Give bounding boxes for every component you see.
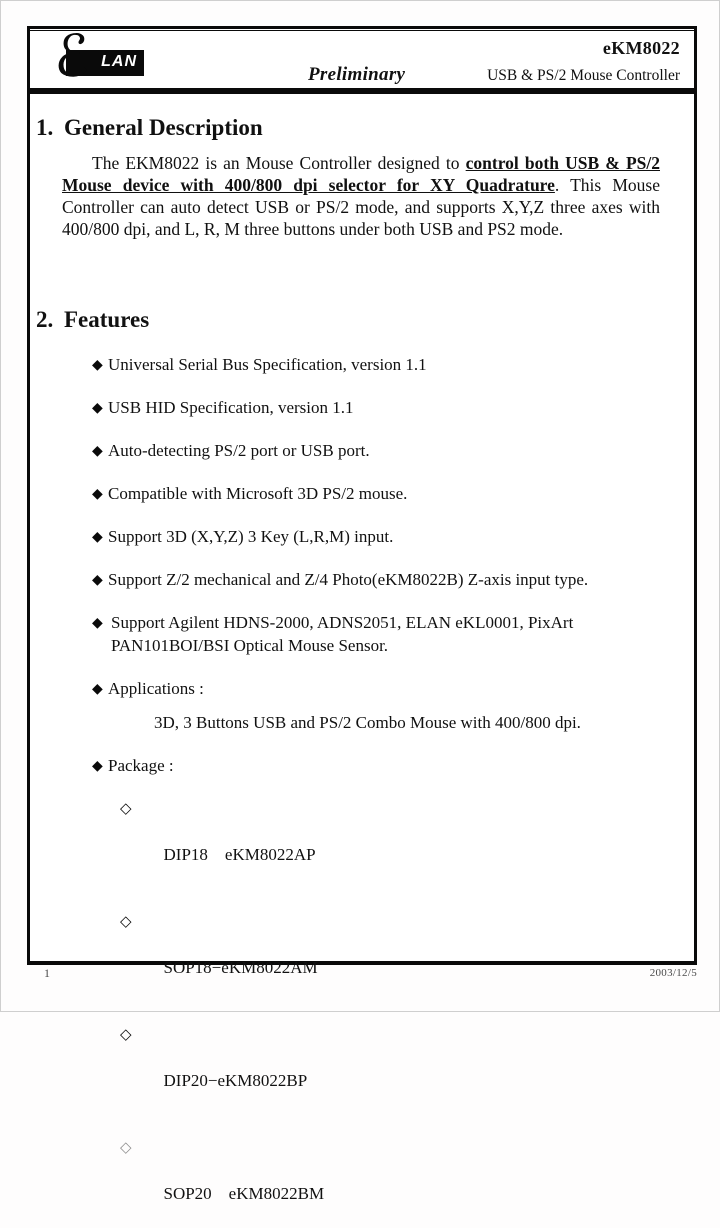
package-item	[120, 1023, 694, 1115]
feature-item	[92, 439, 668, 462]
page-header	[30, 22, 694, 90]
general-description-paragraph	[62, 152, 660, 240]
diamond-bullet-icon: ◆	[92, 681, 103, 697]
paragraph-rest: . This Mouse Controller can auto detect USB or PS/2 mode, and supports X,Y,Z three axes with 400/800 dpi, and L, R, M three buttons under both USB and PS2 mode.	[62, 175, 660, 239]
feature-item-applications	[92, 677, 668, 734]
package-item	[120, 797, 694, 889]
status-label: Preliminary	[308, 64, 406, 85]
diamond-bullet-icon: ◆	[92, 486, 103, 502]
package-text: DIP20−eKM8022BP	[163, 1071, 308, 1090]
feature-item	[92, 353, 668, 376]
feature-text: Universal Serial Bus Specification, version 1.1	[108, 355, 427, 374]
paragraph-lead: The EKM8022 is an Mouse Controller designed to	[92, 153, 466, 173]
feature-item	[92, 568, 668, 591]
feature-text: USB HID Specification, version 1.1	[108, 398, 354, 417]
package-text: SOP20 eKM8022BM	[163, 1184, 325, 1203]
open-diamond-bullet-icon: ◇	[120, 1025, 132, 1043]
elan-logo-text: LAN	[101, 53, 137, 70]
applications-label: Applications :	[108, 679, 204, 698]
feature-text: Compatible with Microsoft 3D PS/2 mouse.	[108, 484, 408, 503]
section-heading-features	[36, 306, 694, 334]
section-title: Features	[64, 307, 150, 332]
feature-item	[92, 396, 668, 419]
diamond-bullet-icon: ◆	[92, 443, 103, 459]
section-number: 1.	[36, 115, 54, 140]
package-text: SOP18−eKM8022AM	[163, 958, 318, 977]
elan-logo	[44, 22, 164, 91]
feature-item	[92, 611, 589, 657]
footer-page-number: 1	[44, 966, 50, 980]
open-diamond-bullet-icon: ◇	[120, 1138, 132, 1156]
feature-text: Support 3D (X,Y,Z) 3 Key (L,R,M) input.	[108, 527, 394, 546]
diamond-bullet-icon: ◆	[92, 529, 103, 545]
diamond-bullet-icon: ◆	[92, 400, 103, 416]
section-heading-general	[36, 114, 694, 142]
package-list	[120, 797, 694, 1228]
paragraph-emphasis: control both USB & PS/2 Mouse device with 400/800 dpi selector for XY Quadrature	[62, 153, 660, 195]
diamond-bullet-icon: ◆	[92, 615, 103, 631]
package-label: Package :	[108, 756, 174, 775]
package-item	[120, 1136, 694, 1228]
open-diamond-bullet-icon: ◇	[120, 912, 132, 930]
applications-detail: 3D, 3 Buttons USB and PS/2 Combo Mouse with 400/800 dpi.	[154, 713, 581, 732]
footer-date: 2003/12/5	[649, 967, 697, 979]
open-diamond-bullet-icon: ◇	[120, 799, 132, 817]
feature-item	[92, 482, 668, 505]
feature-item	[92, 525, 668, 548]
product-title: USB & PS/2 Mouse Controller	[487, 67, 680, 84]
section-number: 2.	[36, 307, 54, 332]
feature-item-package	[92, 754, 668, 777]
diamond-bullet-icon: ◆	[92, 758, 103, 774]
section-title: General Description	[64, 115, 263, 140]
feature-text: Auto-detecting PS/2 port or USB port.	[108, 441, 370, 460]
feature-text: Support Agilent HDNS-2000, ADNS2051, ELAN eKL0001, PixArt PAN101BOI/BSI Optical Mouse Sensor.	[111, 613, 574, 655]
diamond-bullet-icon: ◆	[92, 572, 103, 588]
features-list	[92, 353, 694, 777]
package-text: DIP18 eKM8022AP	[163, 845, 316, 864]
elan-script-e-icon: ℰ	[54, 22, 90, 90]
feature-text: Support Z/2 mechanical and Z/4 Photo(eKM8022B) Z-axis input type.	[108, 570, 589, 589]
diamond-bullet-icon: ◆	[92, 357, 103, 373]
doc-number: eKM8022	[602, 38, 680, 58]
package-item	[120, 910, 694, 1002]
